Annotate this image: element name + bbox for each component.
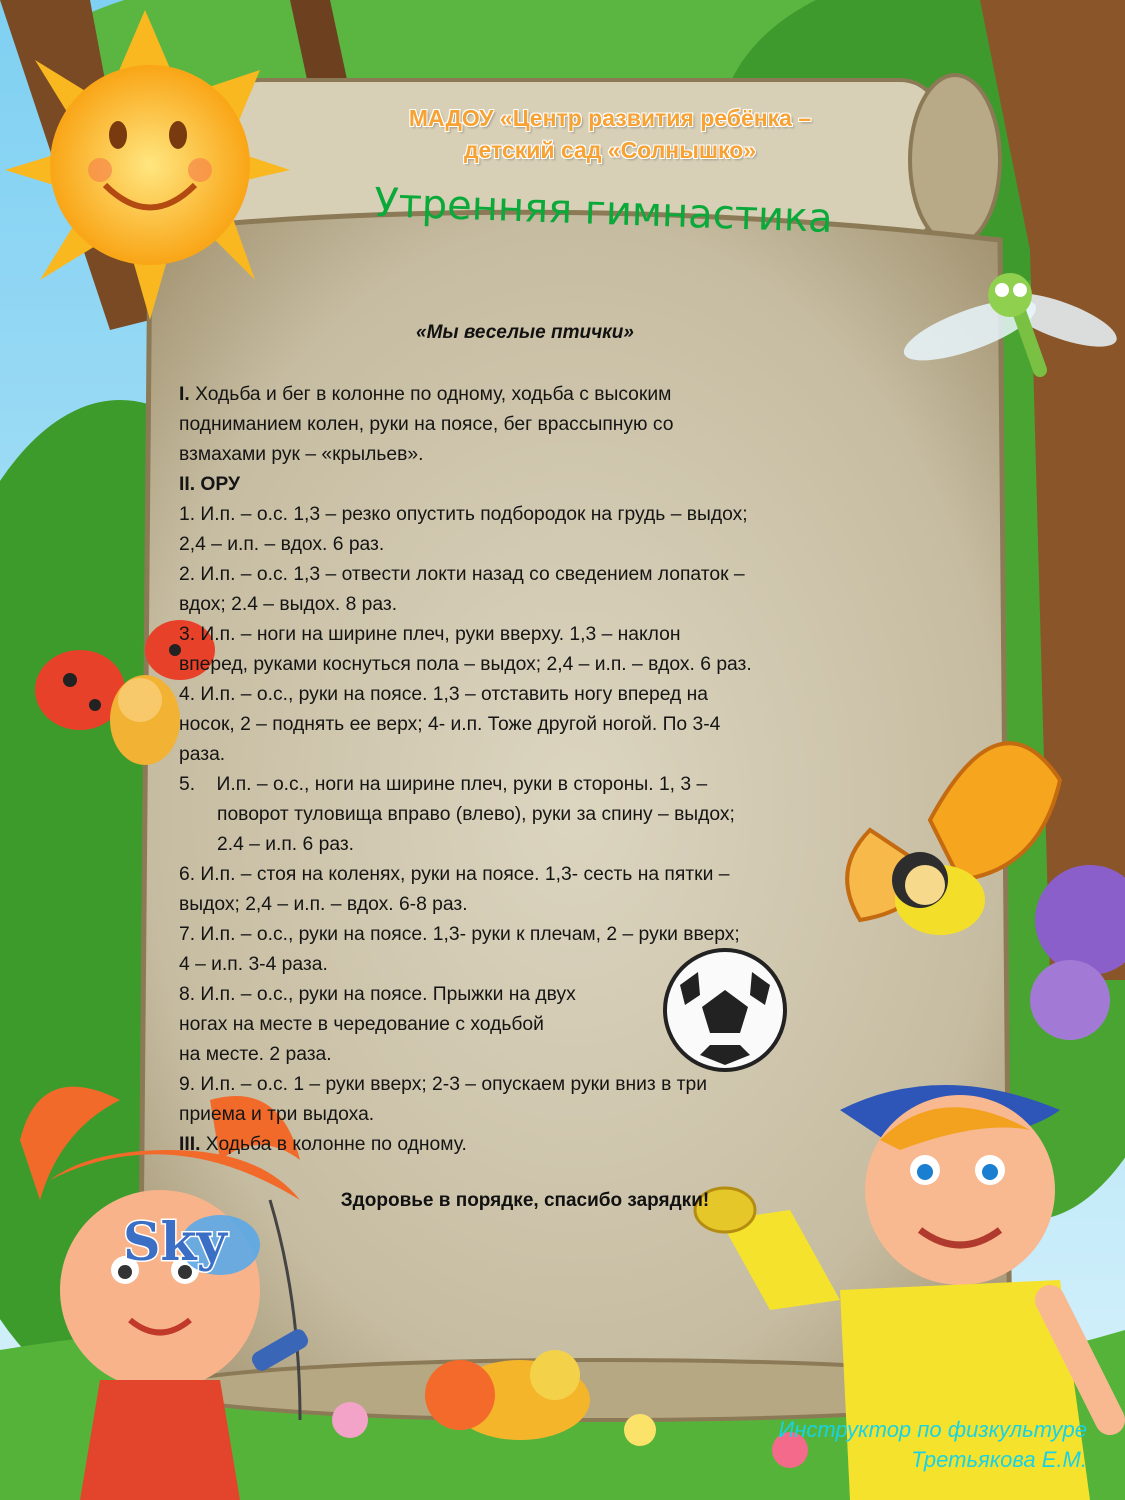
exercise-2-line-2: вдох; 2.4 – выдох. 8 раз. (179, 594, 398, 615)
sky-logo-badge (115, 1200, 245, 1280)
author-role: Инструктор по физкультуре (778, 1417, 1087, 1442)
org-line-1: МАДОУ «Центр развития ребёнка – (408, 105, 812, 131)
exercise-3-line-1: 3. И.п. – ноги на ширине плеч, руки вверху. 1,3 – наклон (179, 624, 681, 645)
exercise-1-line-1: 1. И.п. – о.с. 1,3 – резко опустить подбородок на грудь – выдох; (179, 504, 748, 525)
exercise-4-line-3: раза. (179, 744, 226, 765)
section-1-line-3: взмахами рук – «крыльев». (179, 444, 424, 465)
exercise-7-line-2: 4 – и.п. 3-4 раза. (179, 954, 328, 975)
exercise-5-line-1: 5. И.п. – о.с., ноги на ширине плеч, руки в стороны. 1, 3 – (179, 774, 708, 795)
svg-text:Sky: Sky (123, 1212, 227, 1273)
section-3 (179, 1130, 879, 1160)
exercise-8-line-1: 8. И.п. – о.с., руки на поясе. Прыжки на двух (179, 984, 576, 1005)
exercise-5-line-2: поворот туловища вправо (влево), руки за спину – выдох; (217, 804, 735, 825)
bee-character (425, 1350, 590, 1440)
exercise-4-line-2: носок, 2 – поднять ее верх; 4- и.п. Тоже другой ногой. По 3-4 (179, 714, 721, 735)
author-name: Третьякова Е.М. (911, 1447, 1087, 1472)
section-2-heading: II. ОРУ (179, 474, 241, 495)
exercise-8-line-3: на месте. 2 раза. (179, 1044, 332, 1065)
exercise-2-line-1: 2. И.п. – о.с. 1,3 – отвести локти назад со сведением лопаток – (179, 564, 745, 585)
section-3-number: III. (179, 1134, 201, 1155)
exercise-7-line-1: 7. И.п. – о.с., руки на поясе. 1,3- руки к плечам, 2 – руки вверх; (179, 924, 740, 945)
page-title: Утренняя гимнастика (373, 180, 834, 242)
author-credit (779, 1415, 1087, 1475)
slogan: Здоровье в порядке, спасибо зарядки! (340, 1190, 710, 1211)
exercise-5-line-3: 2.4 – и.п. 6 раз. (217, 834, 355, 855)
org-line-2: детский сад «Солнышко» (463, 137, 757, 163)
section-3-text: Ходьба в колонне по одному. (200, 1134, 467, 1155)
organization-name (300, 102, 920, 166)
exercise-6-line-2: выдох; 2,4 – и.п. – вдох. 6-8 раз. (179, 894, 468, 915)
exercise-9-line-2: приема и три выдоха. (179, 1104, 375, 1125)
section-1 (179, 380, 879, 410)
exercise-set-title: «Мы веселые птички» (416, 322, 634, 343)
exercise-3-line-2: вперед, руками коснуться пола – выдох; 2,4 – и.п. – вдох. 6 раз. (179, 654, 752, 675)
section-1-line-2: подниманием колен, руки на поясе, бег врассыпную со (179, 414, 674, 435)
exercise-9-line-1: 9. И.п. – о.с. 1 – руки вверх; 2-3 – опускаем руки вниз в три (179, 1074, 707, 1095)
section-1-number: I. (179, 384, 190, 405)
section-1-text: Ходьба и бег в колонне по одному, ходьба с высоким (189, 384, 672, 405)
exercise-4-line-1: 4. И.п. – о.с., руки на поясе. 1,3 – отставить ногу вперед на (179, 684, 708, 705)
exercise-8-line-2: ногах на месте в чередование с ходьбой (179, 1014, 544, 1035)
exercise-6-line-1: 6. И.п. – стоя на коленях, руки на поясе. 1,3- сесть на пятки – (179, 864, 730, 885)
exercise-content (179, 380, 879, 1160)
exercise-1-line-2: 2,4 – и.п. – вдох. 6 раз. (179, 534, 385, 555)
